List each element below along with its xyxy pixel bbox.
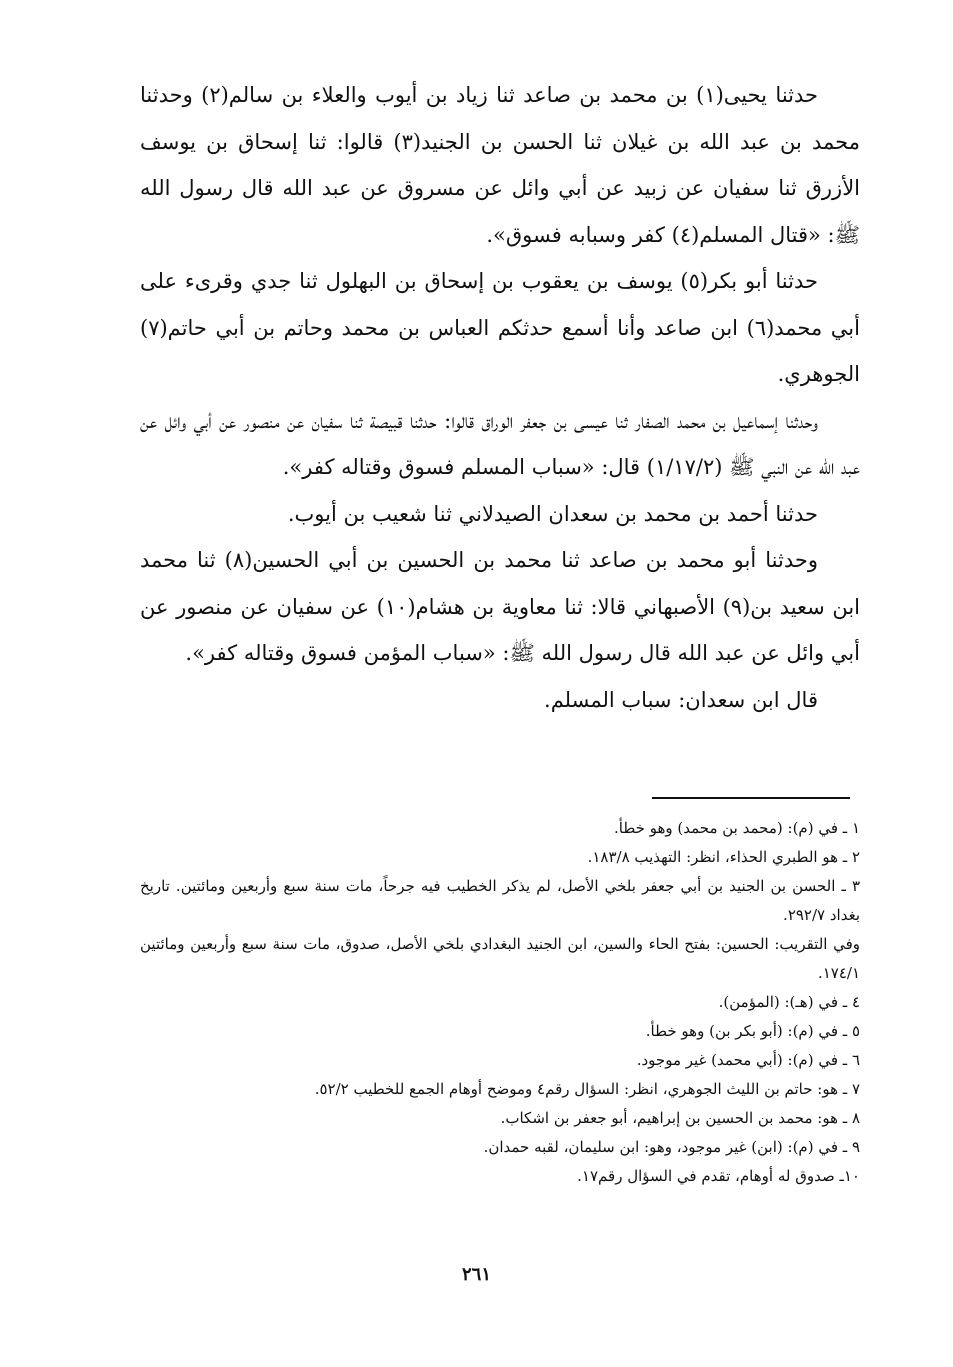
main-text [140,72,860,723]
page-number: ٢٦١ [461,1264,491,1285]
footnote-1: ١ ـ في (م): (محمد بن محمد) وهو خطأ. [614,819,860,837]
footnote-divider [652,797,850,799]
footnote-9: ٩ ـ في (م): (ابن) غير موجود، وهو: ابن سليمان، لقبه حمدان. [483,1138,860,1156]
footnote-10: ١٠ـ صدوق له أوهام، تقدم في السؤال رقم١٧. [577,1167,860,1185]
footnote-8: ٨ ـ هو: محمد بن الحسين بن إبراهيم، أبو جعفر بن اشكاب. [500,1109,860,1127]
paragraph-1: حدثنا يحيى(١) بن محمد بن صاعد ثنا زياد بن أيوب والعلاء بن سالم(٢) وحدثنا محمد بن عبد الله بن غيلان ثنا الحسن بن الجنيد(٣) قالوا: ثنا إسحاق بن يوسف الأزرق ثنا سفيان عن زبيد عن أبي وائل عن مسروق عن عبد الله قال رسول الله ﷺ: «قتال المسلم(٤) كفر وسبابه فسوق». [140,83,860,247]
paragraph-2: حدثنا أبو بكر(٥) يوسف بن يعقوب بن إسحاق بن البهلول ثنا جدي وقرىء على أبي محمد(٦) ابن صاعد وأنا أسمع حدثكم العباس بن محمد وحاتم بن أبي حاتم(٧) الجوهري. [140,269,860,386]
footnote-6: ٦ ـ في (م): (أبي محمد) غير موجود. [636,1051,860,1069]
paragraph-5: وحدثنا أبو محمد بن صاعد ثنا محمد بن الحسين بن أبي الحسين(٨) ثنا محمد ابن سعيد بن(٩) الأصبهاني قالا: ثنا معاوية بن هشام(١٠) عن سفيان عن منصور عن أبي وائل عن عبد الله قال رسول الله ﷺ: «سباب المؤمن فسوق وقتاله كفر». [140,548,860,665]
footnote-7: ٧ ـ هو: حاتم بن الليث الجوهري، انظر: السؤال رقم٤ وموضح أوهام الجمع للخطيب ٥٢/٢. [314,1080,860,1098]
footnote-2: ٢ ـ هو الطبري الحذاء، انظر: التهذيب ١٨٣/٨. [587,848,860,866]
paragraph-3: وحدثنا إسماعيل بن محمد الصفار ثنا عيسى بن جعفر الوراق قالوا: حدثنا قبيصة ثنا سفيان عن منصور عن أبي وائل عن عبد الله عن النبي ﷺ (١/١٧/٢) قال: «سباب المسلم فسوق وقتاله كفر». [140,408,860,479]
footnote-3-continued: وفي التقريب: الحسين: بفتح الحاء والسين، ابن الجنيد البغدادي بلخي الأصل، صدوق، مات سنة سبع وأربعين ومائتين ١٧٤/١. [140,935,860,982]
paragraph-4: حدثنا أحمد بن محمد بن سعدان الصيدلاني ثنا شعيب بن أيوب. [287,501,818,526]
footnote-3: ٣ ـ الحسن بن الجنيد بن أبي جعفر بلخي الأصل، لم يذكر الخطيب فيه جرحاً، مات سنة سبع وأربعين ومائتين. تاريخ بغداد ٢٩٢/٧. [140,877,860,924]
paragraph-6: قال ابن سعدان: سباب المسلم. [544,687,818,712]
footnote-4: ٤ ـ في (هـ): (المؤمن). [718,993,860,1011]
footnote-5: ٥ ـ في (م): (أبو بكر بن) وهو خطأ. [645,1022,860,1040]
footnotes [140,814,860,1191]
